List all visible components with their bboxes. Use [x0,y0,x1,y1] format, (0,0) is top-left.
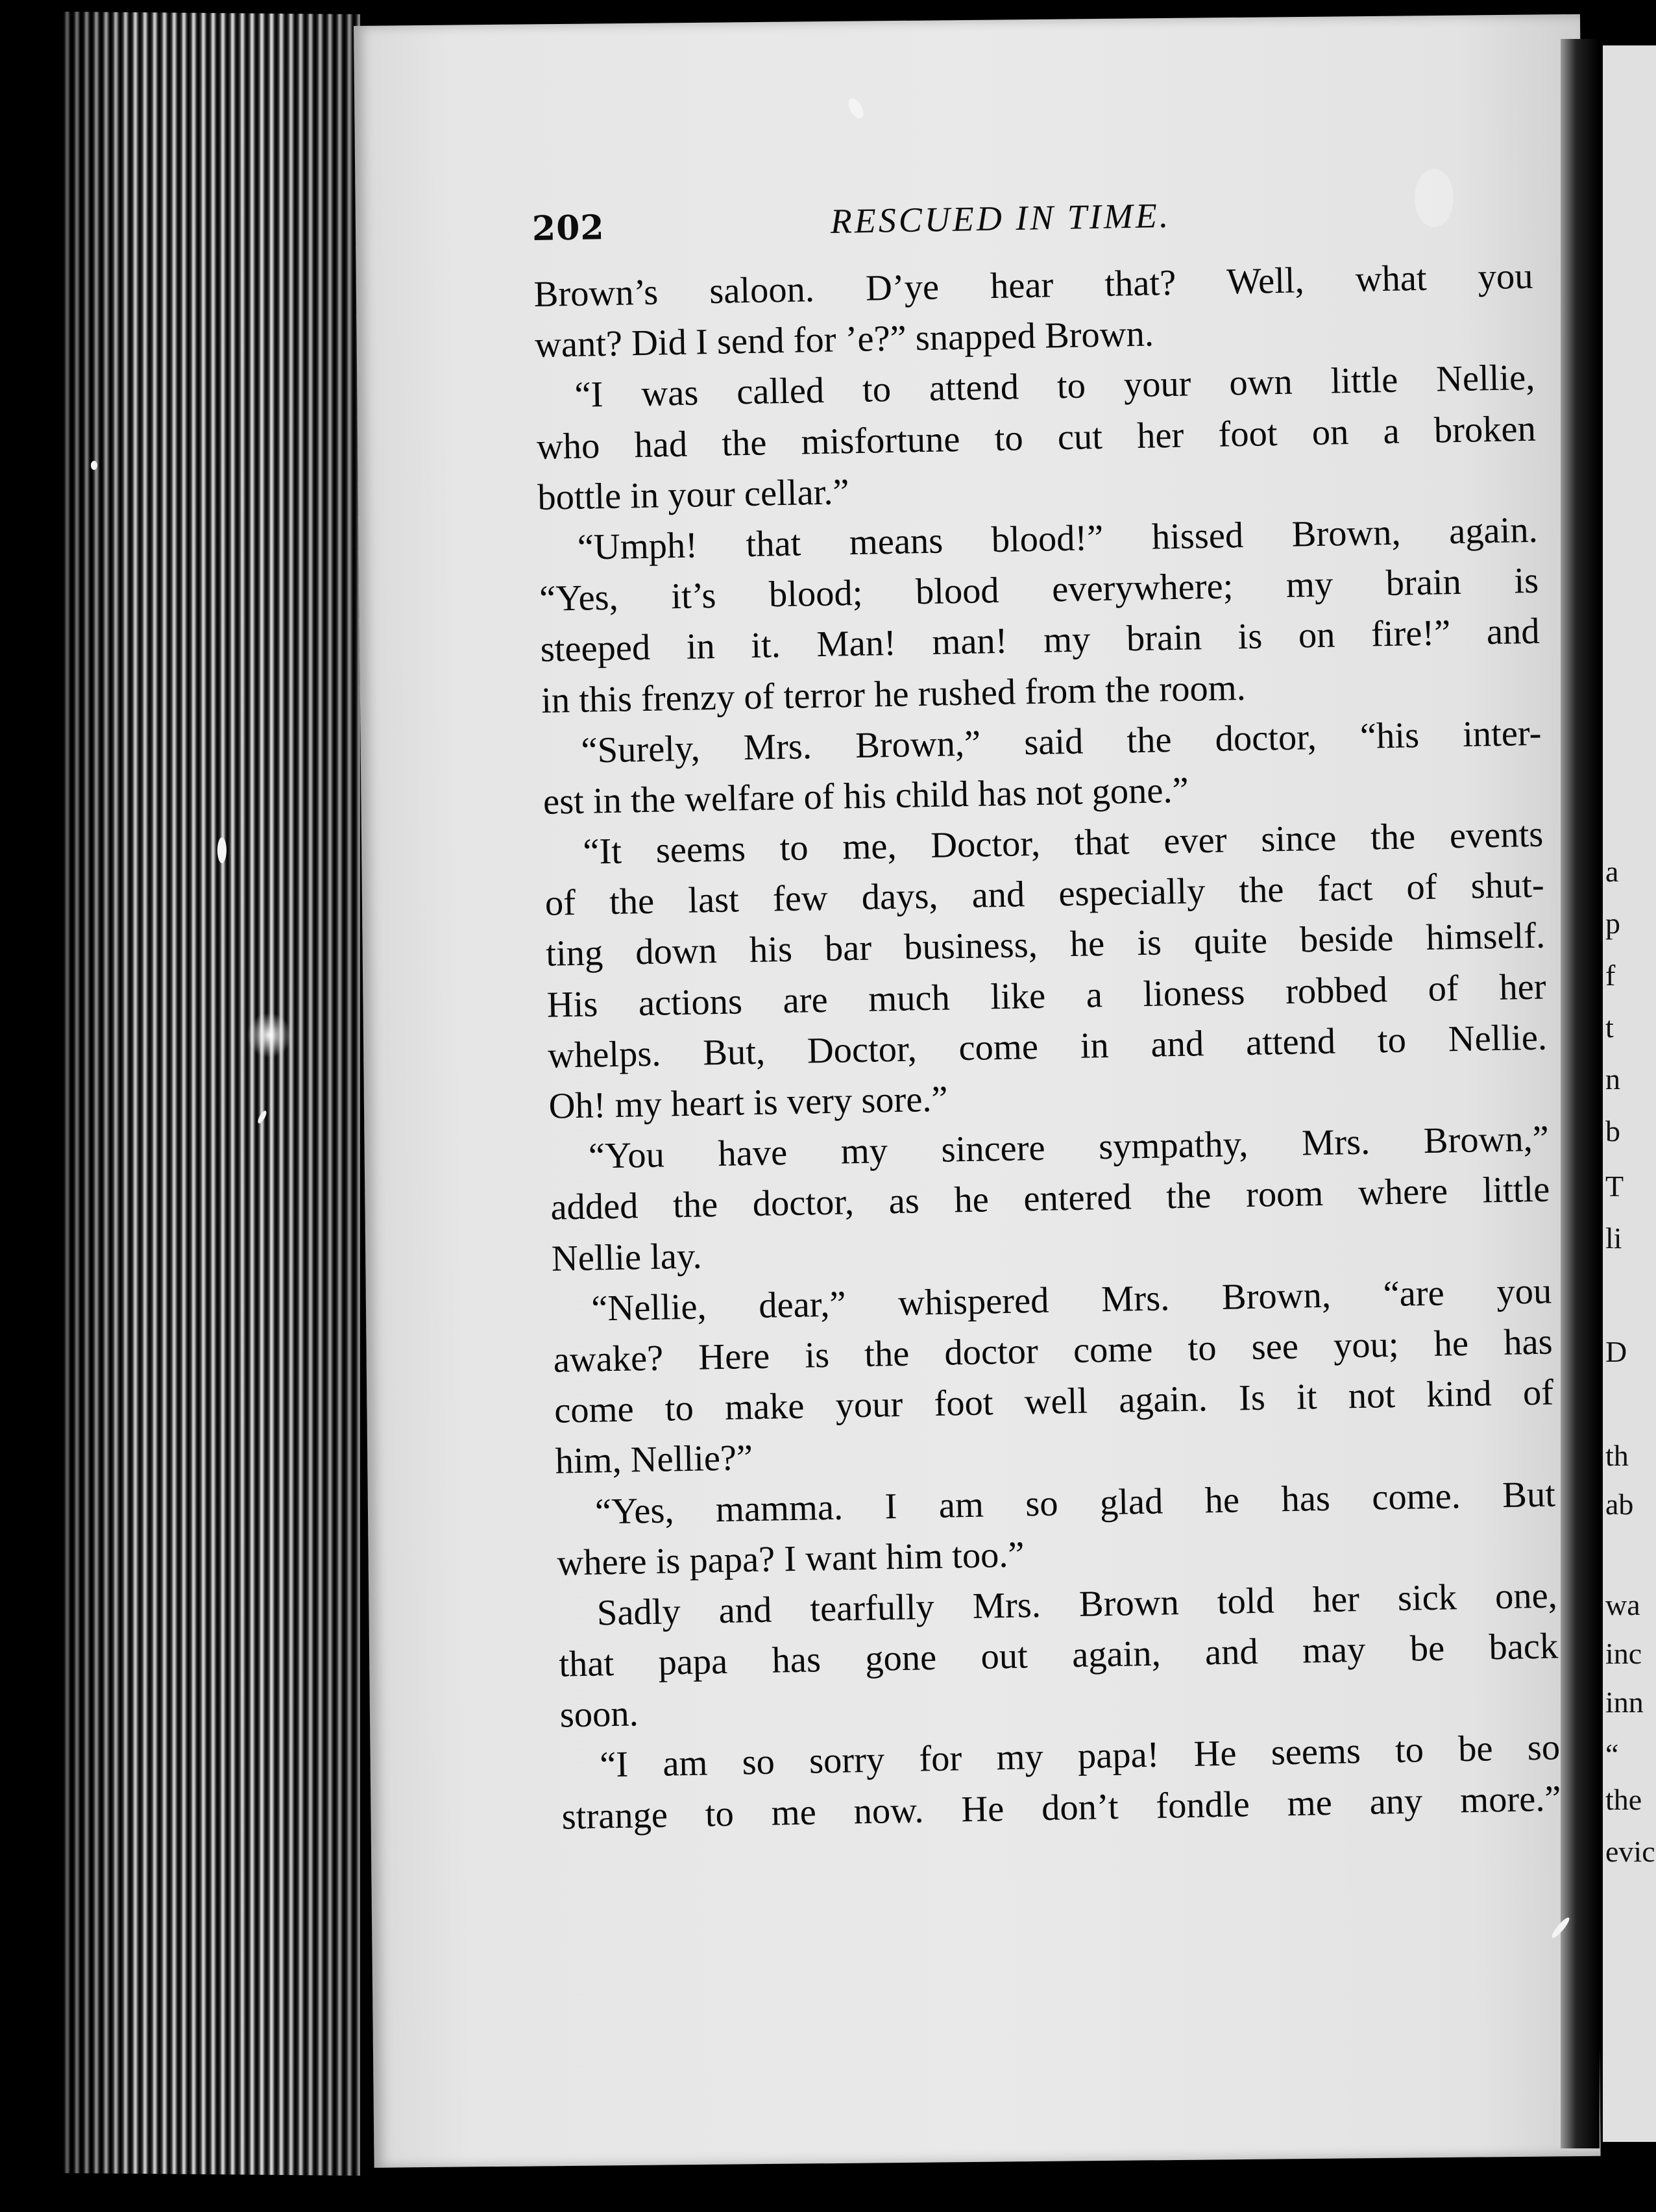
facing-page-fragment-text: T [1605,1170,1624,1203]
book-page-edges [62,12,360,2176]
text-line: that papa has gone out again, and may be back [558,1626,1559,1685]
facing-page-fragment-text: t [1605,1011,1614,1044]
facing-page-fragment-text: wa [1605,1588,1640,1621]
text-line: His actions are much like a lioness robbed of her [546,966,1547,1026]
text-line: “I was called to attend to your own little Nellie, [574,358,1535,416]
text-line: “You have my sincere sympathy, Mrs. Brown,” [588,1118,1550,1177]
facing-page-fragment-text: inn [1605,1686,1644,1719]
text-line: ting down his bar business, he is quite beside himself. [545,916,1546,975]
text-line: “It seems to me, Doctor, that ever since the events [582,814,1544,872]
scan-speck [217,837,226,863]
facing-page-fragment-text: the [1605,1783,1642,1816]
facing-page-fragment-text: ab [1605,1488,1634,1521]
text-line: Brown’s saloon. D’ye hear that? Well, what you [533,256,1534,315]
text-line: “I am so sorry for my papa! He seems to be so [599,1727,1561,1786]
text-line: “Nellie, dear,” whispered Mrs. Brown, “are you [591,1271,1552,1329]
text-line: who had the misfortune to cut her foot on a broken [536,408,1537,467]
facing-page-fragment-text: inc [1605,1637,1642,1670]
facing-page-fragment-text: “ [1605,1738,1619,1771]
facing-page-fragment-text: b [1605,1114,1620,1148]
text-line: come to make your foot well again. Is it not kind of [554,1372,1554,1431]
facing-page-fragment-text: p [1605,907,1620,940]
page-number: 202 [531,208,605,249]
text-line: where is papa? I want him too.” [556,1534,1025,1584]
text-line: Nellie lay. [551,1236,703,1279]
facing-page-fragment-text: li [1605,1222,1622,1255]
text-line: in this frenzy of terror he rushed from the room. [541,667,1247,721]
text-line: him, Nellie?” [555,1438,753,1482]
facing-page-fragment-text: th [1605,1439,1629,1472]
text-line: whelps. But, Doctor, come in and attend to Nellie. [547,1017,1548,1076]
facing-page-fragment-text: f [1605,959,1616,992]
text-line: strange to me now. He don’t fondle me any more.” [561,1778,1562,1837]
scan-speck [91,461,97,470]
facing-page-fragment-text: D [1605,1335,1627,1368]
facing-page-fragment [1603,45,1656,2142]
chapter-title: RESCUED IN TIME. [830,195,1171,241]
text-line: est in the welfare of his child has not gone.” [542,770,1189,822]
text-line: Sadly and tearfully Mrs. Brown told her sick one, [596,1575,1558,1634]
text-line: soon. [559,1693,639,1736]
text-line: “Yes, mamma. I am so glad he has come. But [594,1473,1556,1532]
text-line: “Yes, it’s blood; blood everywhere; my brain is [539,560,1539,620]
facing-page-fragment-text: a [1605,855,1619,888]
light-glare-spot [247,1013,292,1058]
facing-page-fragment-text: evic [1605,1835,1655,1868]
book-gutter [1561,39,1600,2148]
text-line: steeped in it. Man! man! my brain is on fire!” and [540,611,1540,670]
scan-speck [1415,169,1454,227]
facing-page-fragment-text: n [1605,1063,1620,1096]
text-line: “Umph! that means blood!” hissed Brown, again. [577,510,1539,568]
text-line: “Surely, Mrs. Brown,” said the doctor, “his inter- [581,713,1542,771]
text-line: of the last few days, and especially the fact of shut- [544,865,1545,924]
text-line: bottle in your cellar.” [537,471,850,518]
text-line: awake? Here is the doctor come to see you; he has [553,1321,1553,1381]
body-text [533,251,1561,1843]
text-line: added the doctor, as he entered the room where little [550,1169,1550,1229]
text-line: Oh! my heart is very sore.” [548,1079,949,1127]
text-line: want? Did I send for ’e?” snapped Brown. [534,313,1154,366]
